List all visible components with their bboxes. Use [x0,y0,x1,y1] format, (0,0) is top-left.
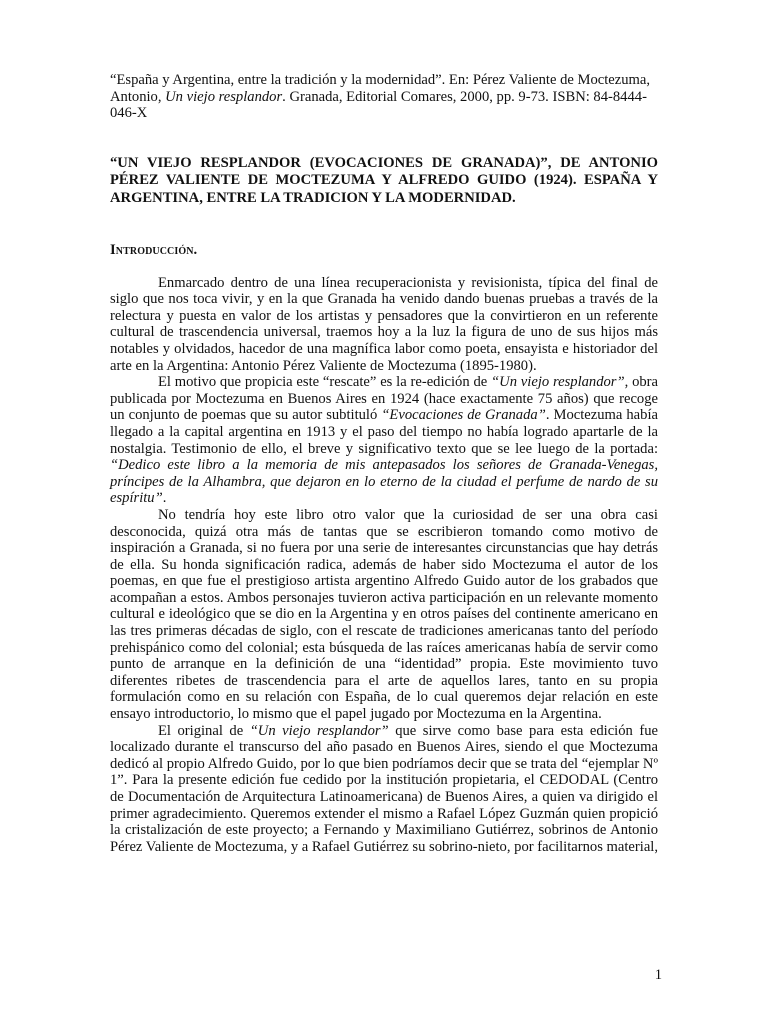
paragraph-2-text: . [162,490,167,507]
paragraph-3: No tendría hoy este libro otro valor que la curiosidad de ser una obra casi desconocida, quizá otra más de tantas que se escribieron tomando como motivo de inspiración a Granada, si no fuera por una serie de interesantes circunstancias que hay detrás de ella. Su honda significación radica, además de haber sido Moctezuma el autor de los poemas, en que fue el prestigioso artista argentino Alfredo Guido autor de los grabados que acompañan a estos. Ambos personajes tuvieron activa participación en un relevante momento cultural e ideológico que se dio en la Argentina y en otros países del continente americano en las tres primeras décadas de siglo, con el rescate de tradiciones americanas tanto del período prehispánico como del colonial; esta búsqueda de las raíces americanas había de servir como punto de arranque en la definición de una “identidad” propia. Este movimiento tuvo diferentes ribetes de trascendencia para el arte de aquellos lares, tanto en su propia formulación como en su relación con España, de lo cual queremos dejar relación en este ensayo introductorio, lo mismo que el papel jugado por Moctezuma en la Argentina. [110,506,658,723]
body-text [110,275,658,856]
paragraph-2-text: , obra publicada por Moctezuma en Buenos Aires en 1924 (hace exactamente 75 años) que recoge un conjunto de poemas que su autor subtituló [110,374,658,424]
paragraph-4-text: El original de [158,722,250,739]
citation-text-before: “España y Argentina, entre la tradición y la modernidad”. En: Pérez Valiente de Moctezuma, Antonio, [110,72,651,105]
document-title: “UN VIEJO RESPLANDOR (EVOCACIONES DE GRANADA)”, DE ANTONIO PÉREZ VALIENTE DE MOCTEZUMA Y ALFREDO GUIDO (1924). ESPAÑA Y ARGENTINA, ENTRE LA TRADICION Y LA MODERNIDAD. [110,154,658,206]
paragraph-2-text: El motivo que propicia este “rescate” es la re-edición de [158,374,492,391]
paragraph-2-dedication-quote: “Dedico este libro a la memoria de mis antepasados los señores de Granada-Venegas, príncipes de la Alhambra, que dejaron en lo eterno de la ciudad el perfume de nardo de su espíritu” [110,457,658,507]
paragraph-2 [110,374,658,507]
paragraph-1: Enmarcado dentro de una línea recuperacionista y revisionista, típica del final de siglo que nos toca vivir, y en la que Granada ha venido dando buenas pruebas a través de la relectura y puesta en valor de los artistas y pensadores que la convirtieron en un referente cultural de trascendencia universal, traemos hoy a la luz la figura de uno de sus hijos más notables y olvidados, hacedor de una magnífica labor como poeta, ensayista e historiador del arte en la Argentina: Antonio Pérez Valiente de Moctezuma (1895-1980). [110,274,658,374]
section-heading: Introducción. [110,242,198,258]
page-number: 1 [654,967,662,983]
paragraph-4-book-title: “Un viejo resplandor” [249,722,389,739]
paragraph-2-book-title: “Un viejo resplandor” [491,374,625,391]
paragraph-4-text: que sirve como base para esta edición fue localizado durante el transcurso del año pasado en Buenos Aires, siendo el que Moctezuma dedicó al propio Alfredo Guido, por lo que bien podríamos decir que se trata del “ejemplar Nº 1”. Para la presente edición fue cedido por la institución propietaria, el CEDODAL (Centro de Documentación de Arquitectura Latinoamericana) de Buenos Aires, a quien va dirigido el primer agradecimiento. Queremos extender el mismo a Rafael López Guzmán quien propició la cristalización de este proyecto; a Fernando y Maximiliano Gutiérrez, sobrinos de Antonio Pérez Valiente de Moctezuma, y a Rafael Gutiérrez su sobrino-nieto, por facilitarnos material, [110,722,658,855]
paragraph-4 [110,723,658,856]
citation-text-after: . Granada, Editorial Comares, 2000, pp. 9-73. ISBN: 84-8444-046-X [110,88,647,122]
citation-book-title: Un viejo resplandor [165,88,283,105]
paragraph-2-text: . Moctezuma había llegado a la capital argentina en 1913 y el paso del tiempo no había logrado apartarle de la nostalgia. Testimonio de ello, el breve y significativo texto que se lee luego de la portada: [110,407,658,457]
document-page [110,72,658,855]
bibliographic-citation [110,72,658,122]
paragraph-2-subtitle: “Evocaciones de Granada” [381,407,546,424]
